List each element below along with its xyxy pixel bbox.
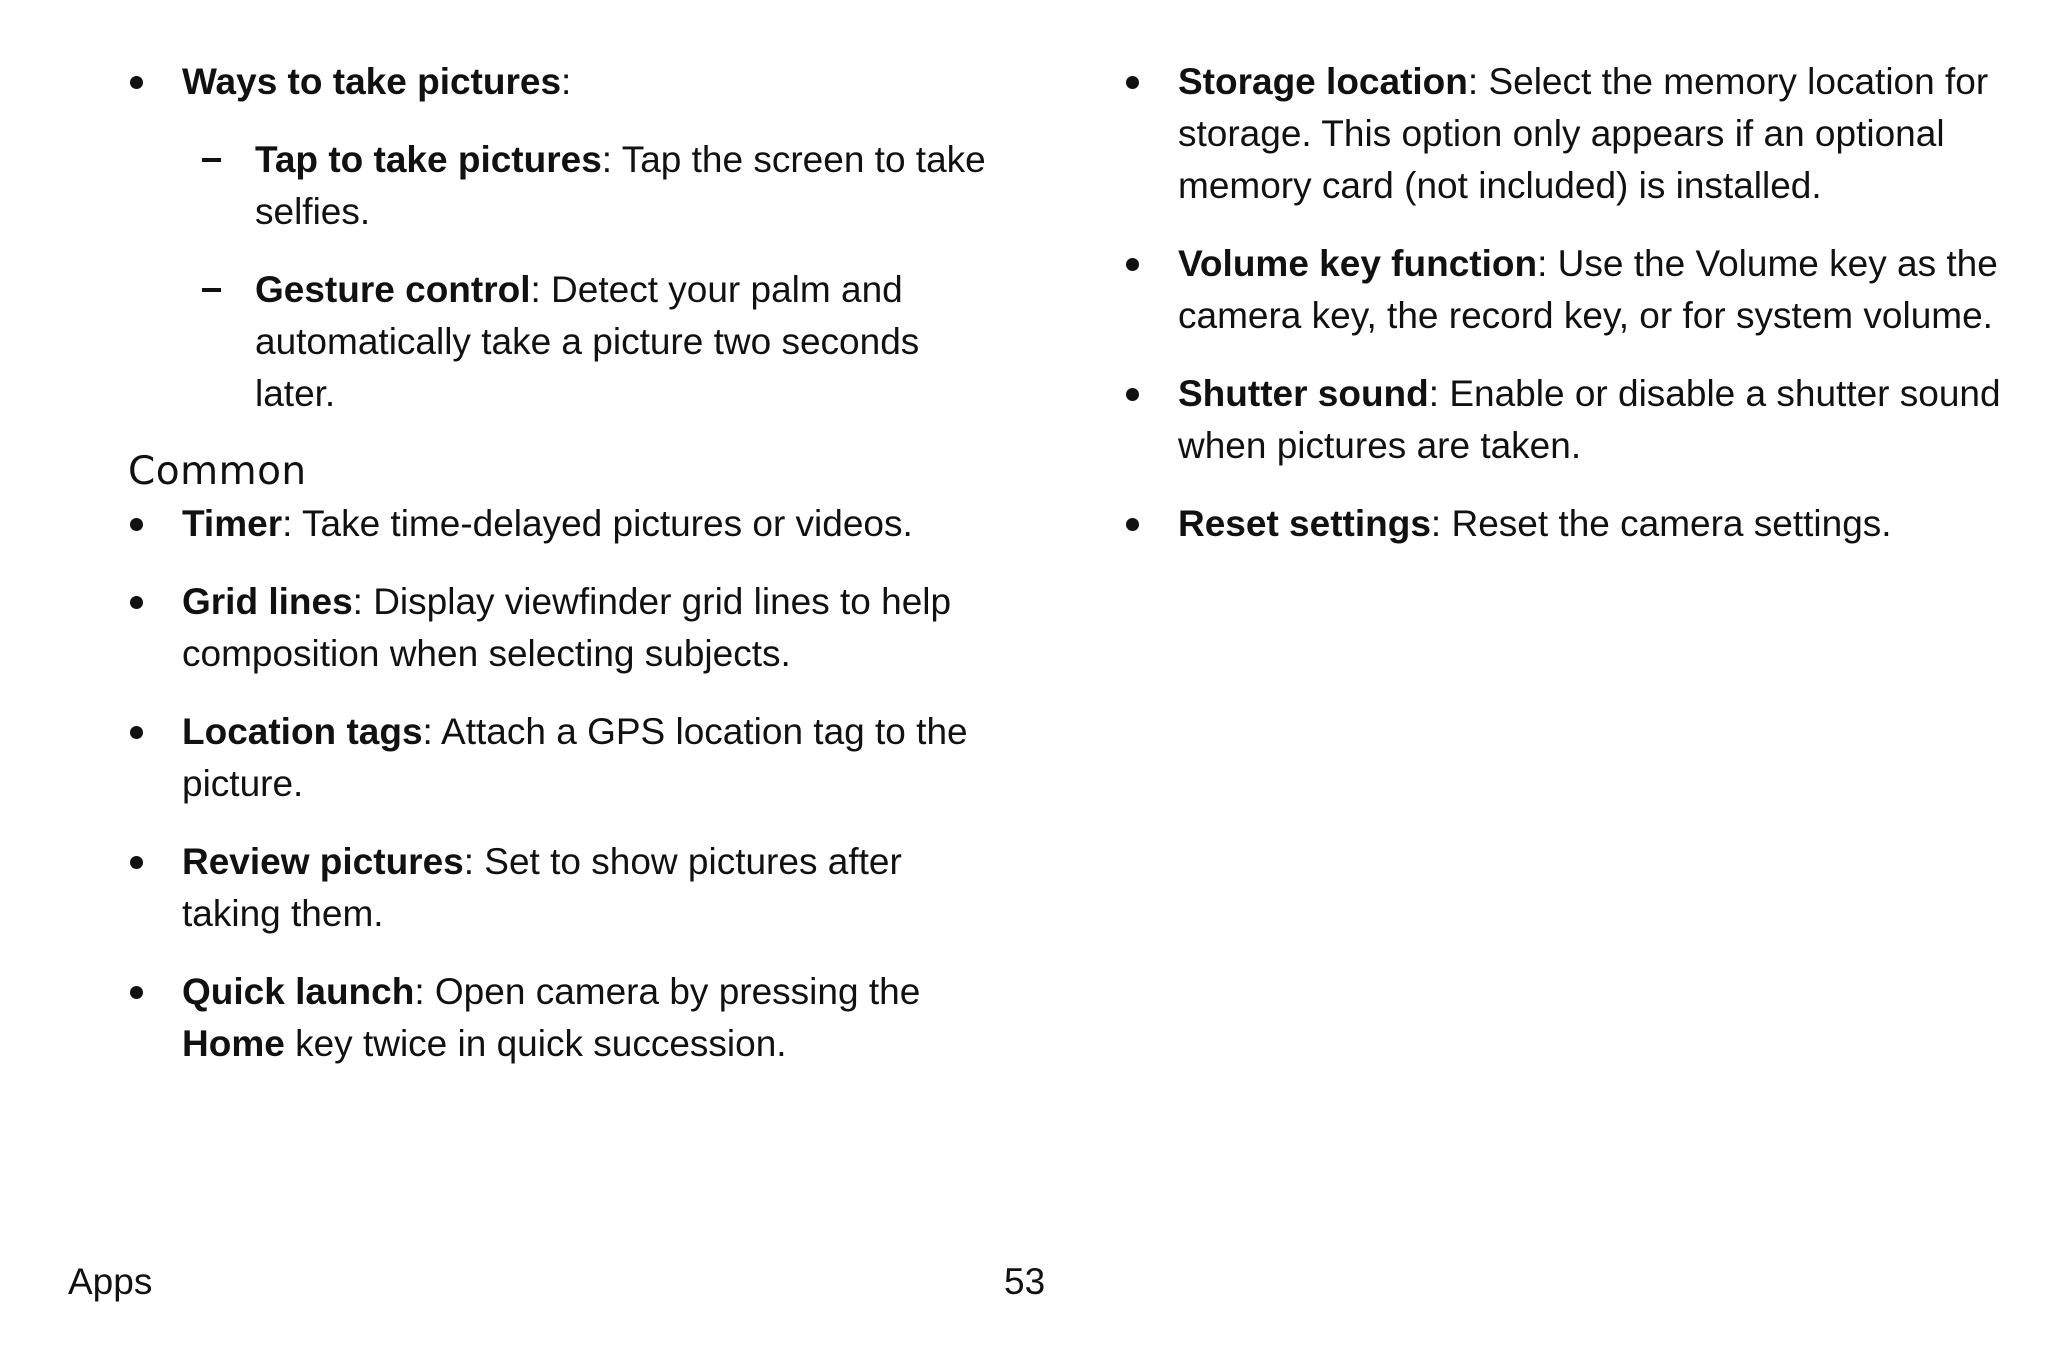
item-text: : bbox=[561, 61, 572, 102]
left-column bbox=[128, 56, 1008, 1096]
item-term: Grid lines bbox=[182, 581, 353, 622]
common-list bbox=[128, 498, 1008, 1070]
sub-item-term: Gesture control bbox=[255, 269, 531, 310]
item-text: : Select the memory location for storage. This option only appears if an optional memory card (not included) is installed. bbox=[1178, 61, 1989, 206]
sub-item-text: : Tap the screen to take selfies. bbox=[255, 139, 986, 232]
item-term: Reset settings bbox=[1178, 503, 1431, 544]
page-number: 53 bbox=[1004, 1261, 1046, 1302]
dash-icon bbox=[202, 158, 221, 162]
list-item-volume-key-function bbox=[1124, 238, 2024, 342]
item-term: Storage location bbox=[1178, 61, 1468, 102]
sub-item-tap-to-take-pictures bbox=[202, 134, 1008, 238]
list-item-quick-launch bbox=[128, 966, 1008, 1070]
bullet-icon bbox=[130, 726, 143, 739]
item-term: Review pictures bbox=[182, 841, 464, 882]
item-term: Timer bbox=[182, 503, 283, 544]
sub-item-text: : Detect your palm and automatically take a picture two seconds later. bbox=[255, 269, 920, 414]
bullet-icon bbox=[1126, 258, 1139, 271]
bullet-icon bbox=[1126, 518, 1139, 531]
item-text: key twice in quick succession. bbox=[284, 1023, 787, 1064]
bullet-icon bbox=[130, 986, 143, 999]
list-item-grid-lines bbox=[128, 576, 1008, 680]
list-item-timer bbox=[128, 498, 1008, 550]
item-text: : Reset the camera settings. bbox=[1430, 503, 1892, 544]
list-item-location-tags bbox=[128, 706, 1008, 810]
item-text: : Attach a GPS location tag to the picture. bbox=[182, 711, 968, 804]
right-column bbox=[1124, 56, 2024, 576]
dash-icon bbox=[202, 288, 221, 292]
list-item-shutter-sound bbox=[1124, 368, 2024, 472]
list-item-reset-settings bbox=[1124, 498, 2024, 550]
bullet-icon bbox=[130, 76, 143, 89]
item-term: Quick launch bbox=[182, 971, 415, 1012]
item-term: Volume key function bbox=[1178, 243, 1538, 284]
item-text: : Take time-delayed pictures or videos. bbox=[282, 503, 913, 544]
list-item-storage-location bbox=[1124, 56, 2024, 212]
bullet-icon bbox=[1126, 388, 1139, 401]
item-term-home: Home bbox=[182, 1023, 285, 1064]
item-text: : Display viewfinder grid lines to help composition when selecting subjects. bbox=[182, 581, 952, 674]
list-item-ways-to-take-pictures bbox=[128, 56, 1008, 420]
ways-list bbox=[128, 56, 1008, 420]
sub-item-term: Tap to take pictures bbox=[255, 139, 602, 180]
footer-section-label: Apps bbox=[68, 1261, 153, 1302]
bullet-icon bbox=[130, 518, 143, 531]
bullet-icon bbox=[130, 596, 143, 609]
item-term: Shutter sound bbox=[1178, 373, 1429, 414]
item-text: : Open camera by pressing the bbox=[414, 971, 921, 1012]
right-list bbox=[1124, 56, 2024, 550]
item-text: : Enable or disable a shutter sound when pictures are taken. bbox=[1178, 373, 2001, 466]
sub-list bbox=[202, 134, 1008, 420]
item-term: Location tags bbox=[182, 711, 423, 752]
sub-item-gesture-control bbox=[202, 264, 1008, 420]
bullet-icon bbox=[1126, 76, 1139, 89]
list-item-review-pictures bbox=[128, 836, 1008, 940]
item-text: : Set to show pictures after taking them. bbox=[182, 841, 902, 934]
item-term: Ways to take pictures bbox=[182, 61, 562, 102]
bullet-icon bbox=[130, 856, 143, 869]
section-heading-common: Common bbox=[128, 449, 307, 494]
item-text: : Use the Volume key as the camera key, the record key, or for system volume. bbox=[1178, 243, 1998, 336]
